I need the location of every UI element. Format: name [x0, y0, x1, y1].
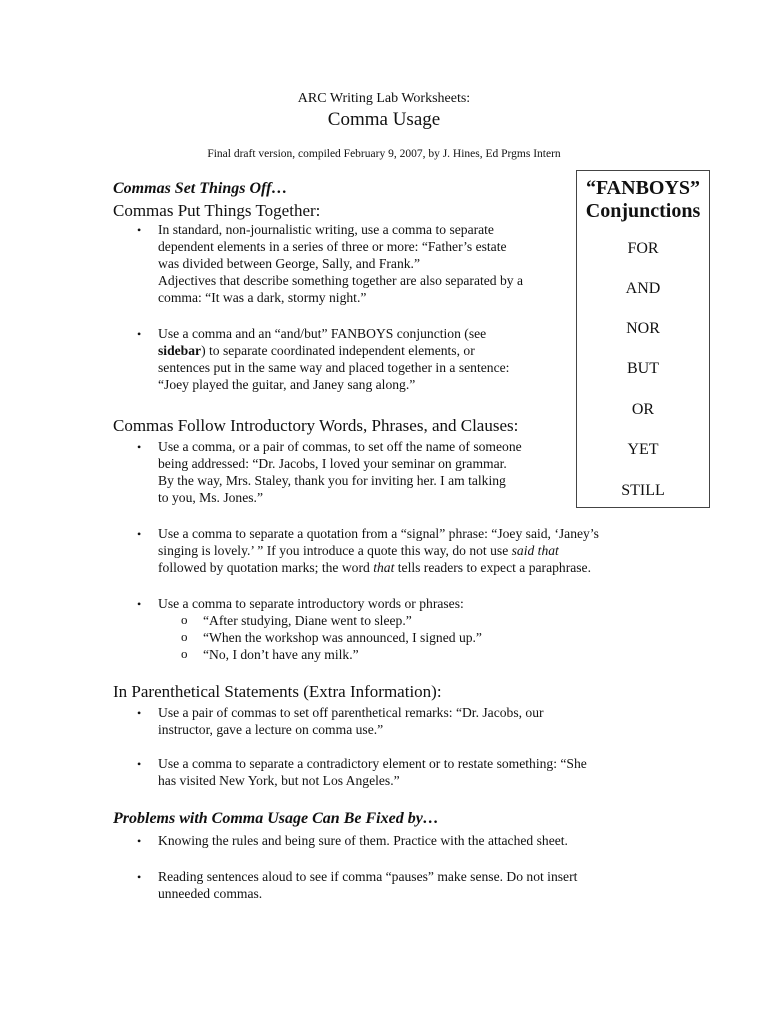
sidebar-word: NOR	[626, 320, 660, 337]
sidebar-word: FOR	[627, 240, 659, 257]
list-item: Use a comma, or a pair of commas, to set off the name of someone being addressed: “Dr. Jacobs, I loved your seminar on grammar. By the way, Mrs. Staley, thank you for inviting her. I am talking to you, Ms. Jones.”	[158, 439, 522, 505]
fanboys-sidebar	[576, 170, 710, 508]
sidebar-word: YET	[627, 441, 659, 458]
sidebar-title-conjunctions: Conjunctions	[585, 200, 701, 222]
list-item: Use a comma to separate introductory words or phrases:	[158, 596, 464, 611]
section-heading: Commas Follow Introductory Words, Phrases, and Clauses:	[113, 416, 519, 435]
list-item: Use a comma and an “and/but” FANBOYS conjunction (see sidebar) to separate coordinated independent elements, or sentences put in the same way and placed together in a sentence: “Joey played the guitar, and Janey sang along.”	[158, 326, 510, 392]
sub-bullet-icon: o	[181, 612, 188, 627]
sidebar-word: BUT	[627, 360, 659, 377]
section-heading: In Parenthetical Statements (Extra Information):	[113, 682, 442, 701]
sidebar-word: STILL	[621, 482, 665, 499]
bullet-icon: •	[137, 757, 142, 771]
bullet-icon: •	[137, 870, 142, 884]
section-subheading: Commas Put Things Together:	[113, 201, 321, 220]
sidebar-word: OR	[631, 401, 655, 418]
section-heading: Problems with Comma Usage Can Be Fixed by…	[113, 810, 439, 827]
list-item: Reading sentences aloud to see if comma “pauses” make sense. Do not insert unneeded commas.	[158, 869, 578, 901]
section-heading: Commas Set Things Off…	[113, 180, 288, 197]
list-item: Use a pair of commas to set off parenthetical remarks: “Dr. Jacobs, our instructor, gave a lecture on comma use.”	[158, 705, 544, 737]
bullet-icon: •	[137, 440, 142, 454]
list-item: In standard, non-journalistic writing, use a comma to separate dependent elements in a series of three or more: “Father’s estate was divided between George, Sally, and Frank.” Adjectives that describe something together are also separated by a comma: “It was a dark, stormy night.”	[158, 222, 524, 305]
bullet-icon: •	[137, 223, 142, 237]
sub-list-item: “No, I don’t have any milk.”	[203, 647, 359, 662]
byline: Final draft version, compiled February 9, 2007, by J. Hines, Ed Prgms Intern	[207, 148, 561, 160]
bullet-icon: •	[137, 706, 142, 720]
list-item: Use a comma to separate a quotation from a “signal” phrase: “Joey said, ‘Janey’s singing is lovely.’ ” If you introduce a quote this way, do not use said that followed by quotation marks; the word that tells readers to expect a paraphrase.	[158, 526, 599, 575]
sub-bullet-icon: o	[181, 629, 188, 644]
list-item: Knowing the rules and being sure of them. Practice with the attached sheet.	[158, 833, 568, 848]
worksheet-series-label: ARC Writing Lab Worksheets:	[297, 91, 471, 106]
bullet-icon: •	[137, 527, 142, 541]
bullet-icon: •	[137, 834, 142, 848]
sidebar-word: AND	[625, 280, 661, 297]
sidebar-title-fanboys: “FANBOYS”	[585, 177, 701, 199]
list-item: Use a comma to separate a contradictory element or to restate something: “She has visited New York, but not Los Angeles.”	[158, 756, 587, 788]
page-title: Comma Usage	[327, 109, 441, 130]
sub-list-item: “After studying, Diane went to sleep.”	[203, 613, 412, 628]
bullet-icon: •	[137, 327, 142, 341]
bullet-icon: •	[137, 597, 142, 611]
sub-list-item: “When the workshop was announced, I signed up.”	[203, 630, 482, 645]
sub-bullet-icon: o	[181, 646, 188, 661]
